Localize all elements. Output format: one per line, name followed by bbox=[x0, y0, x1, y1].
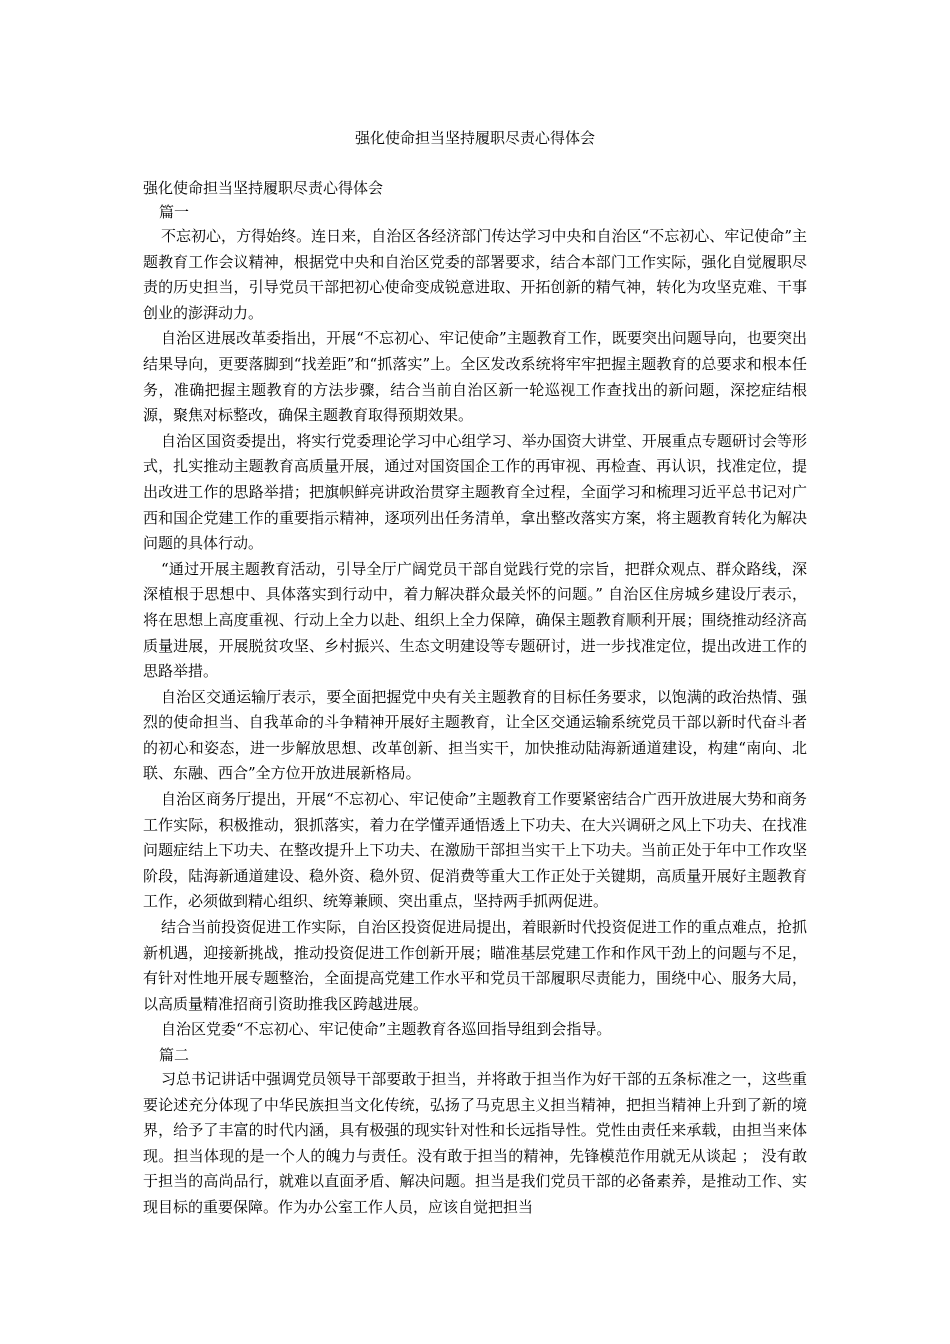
document-body bbox=[143, 176, 807, 1221]
paragraph: 不忘初心，方得始终。连日来，自治区各经济部门传达学习中央和自治区“不忘初心、牢记使命”主题教育工作会议精神，根据党中央和自治区党委的部署要求，结合本部门工作实际，强化自觉履职尽责的历史担当，引导党员干部把初心使命变成锐意进取、开拓创新的精气神，转化为攻坚克难、干事创业的澎湃动力。 bbox=[143, 227, 807, 322]
document-subtitle: 强化使命担当坚持履职尽责心得体会 bbox=[143, 179, 384, 197]
section-label-1: 篇一 bbox=[159, 203, 190, 221]
section-label-2: 篇二 bbox=[159, 1046, 190, 1064]
paragraph: “通过开展主题教育活动，引导全厅广阔党员干部自觉践行党的宗旨，把群众观点、群众路线，深深植根于思想中、具体落实到行动中，着力解决群众最关怀的问题。” 自治区住房城乡建设厅表示，将在思想上高度重视、行动上全力以赴、组织上全力保障，确保主题教育顺利开展；围绕推动经济高质量进展，开展脱贫攻坚、乡村振兴、生态文明建设等专题研讨，进一步找准定位，提出改进工作的思路举措。 bbox=[143, 559, 807, 681]
document-title: 强化使命担当坚持履职尽责心得体会 bbox=[354, 129, 595, 147]
paragraph: 自治区商务厅提出，开展“不忘初心、牢记使命”主题教育工作要紧密结合广西开放进展大势和商务工作实际，积极推动，狠抓落实，着力在学懂弄通悟透上下功夫、在大兴调研之风上下功夫、在找准问题症结上下功夫、在整改提升上下功夫、在激励干部担当实干上下功夫。当前正处于年中工作攻坚阶段，陆海新通道建设、稳外资、稳外贸、促消费等重大工作正处于关键期，高质量开展好主题教育工作，必须做到精心组织、统筹兼顾、突出重点，坚持两手抓两促进。 bbox=[143, 790, 807, 911]
paragraph: 习总书记讲话中强调党员领导干部要敢于担当，并将敢于担当作为好干部的五条标准之一，这些重要论述充分体现了中华民族担当文化传统，弘扬了马克思主义担当精神，把担当精神上升到了新的境界，给予了丰富的时代内涵，具有极强的现实针对性和长远指导性。党性由责任来承载，由担当来体现。担当体现的是一个人的魄力与责任。没有敢于担当的精神，先锋模范作用就无从谈起 ； 没有敢于担当的高尚品行，就难以直面矛盾、解决问题。担当是我们党员干部的必备素养，是推动工作、实现目标的重要保障。作为办公室工作人员，应该自觉把担当 bbox=[143, 1070, 807, 1216]
paragraph: 自治区进展改革委指出，开展“不忘初心、牢记使命”主题教育工作，既要突出问题导向，也要突出结果导向，更要落脚到“找差距”和“抓落实”上。全区发改系统将牢牢把握主题教育的总要求和根本任务，准确把握主题教育的方法步骤，结合当前自治区新一轮巡视工作查找出的新问题，深挖症结根源，聚焦对标整改，确保主题教育取得预期效果。 bbox=[143, 329, 807, 425]
paragraph: 自治区国资委提出，将实行党委理论学习中心组学习、举办国资大讲堂、开展重点专题研讨会等形式，扎实推动主题教育高质量开展，通过对国资国企工作的再审视、再检查、再认识，找准定位，提出改进工作的思路举措；把旗帜鲜亮讲政治贯穿主题教育全过程，全面学习和梳理习近平总书记对广西和国企党建工作的重要指示精神，逐项列出任务清单，拿出整改落实方案，将主题教育转化为解决问题的具体行动。 bbox=[143, 431, 807, 553]
paragraph: 结合当前投资促进工作实际，自治区投资促进局提出，着眼新时代投资促进工作的重点难点，抢抓新机遇，迎接新挑战，推动投资促进工作创新开展；瞄准基层党建工作和作风干劲上的问题与不足，有针对性地开展专题整治，全面提高党建工作水平和党员干部履职尽责能力，围绕中心、服务大局，以高质量精准招商引资助推我区跨越进展。 bbox=[143, 918, 807, 1013]
paragraph: 自治区党委“不忘初心、牢记使命”主题教育各巡回指导组到会指导。 bbox=[161, 1020, 612, 1039]
paragraph: 自治区交通运输厅表示，要全面把握党中央有关主题教育的目标任务要求，以饱满的政治热情、强烈的使命担当、自我革命的斗争精神开展好主题教育，让全区交通运输系统党员干部以新时代奋斗者的初心和姿态，进一步解放思想、改革创新、担当实干，加快推动陆海新通道建设，构建“南向、北联、东融、西合”全方位开放进展新格局。 bbox=[143, 687, 807, 783]
